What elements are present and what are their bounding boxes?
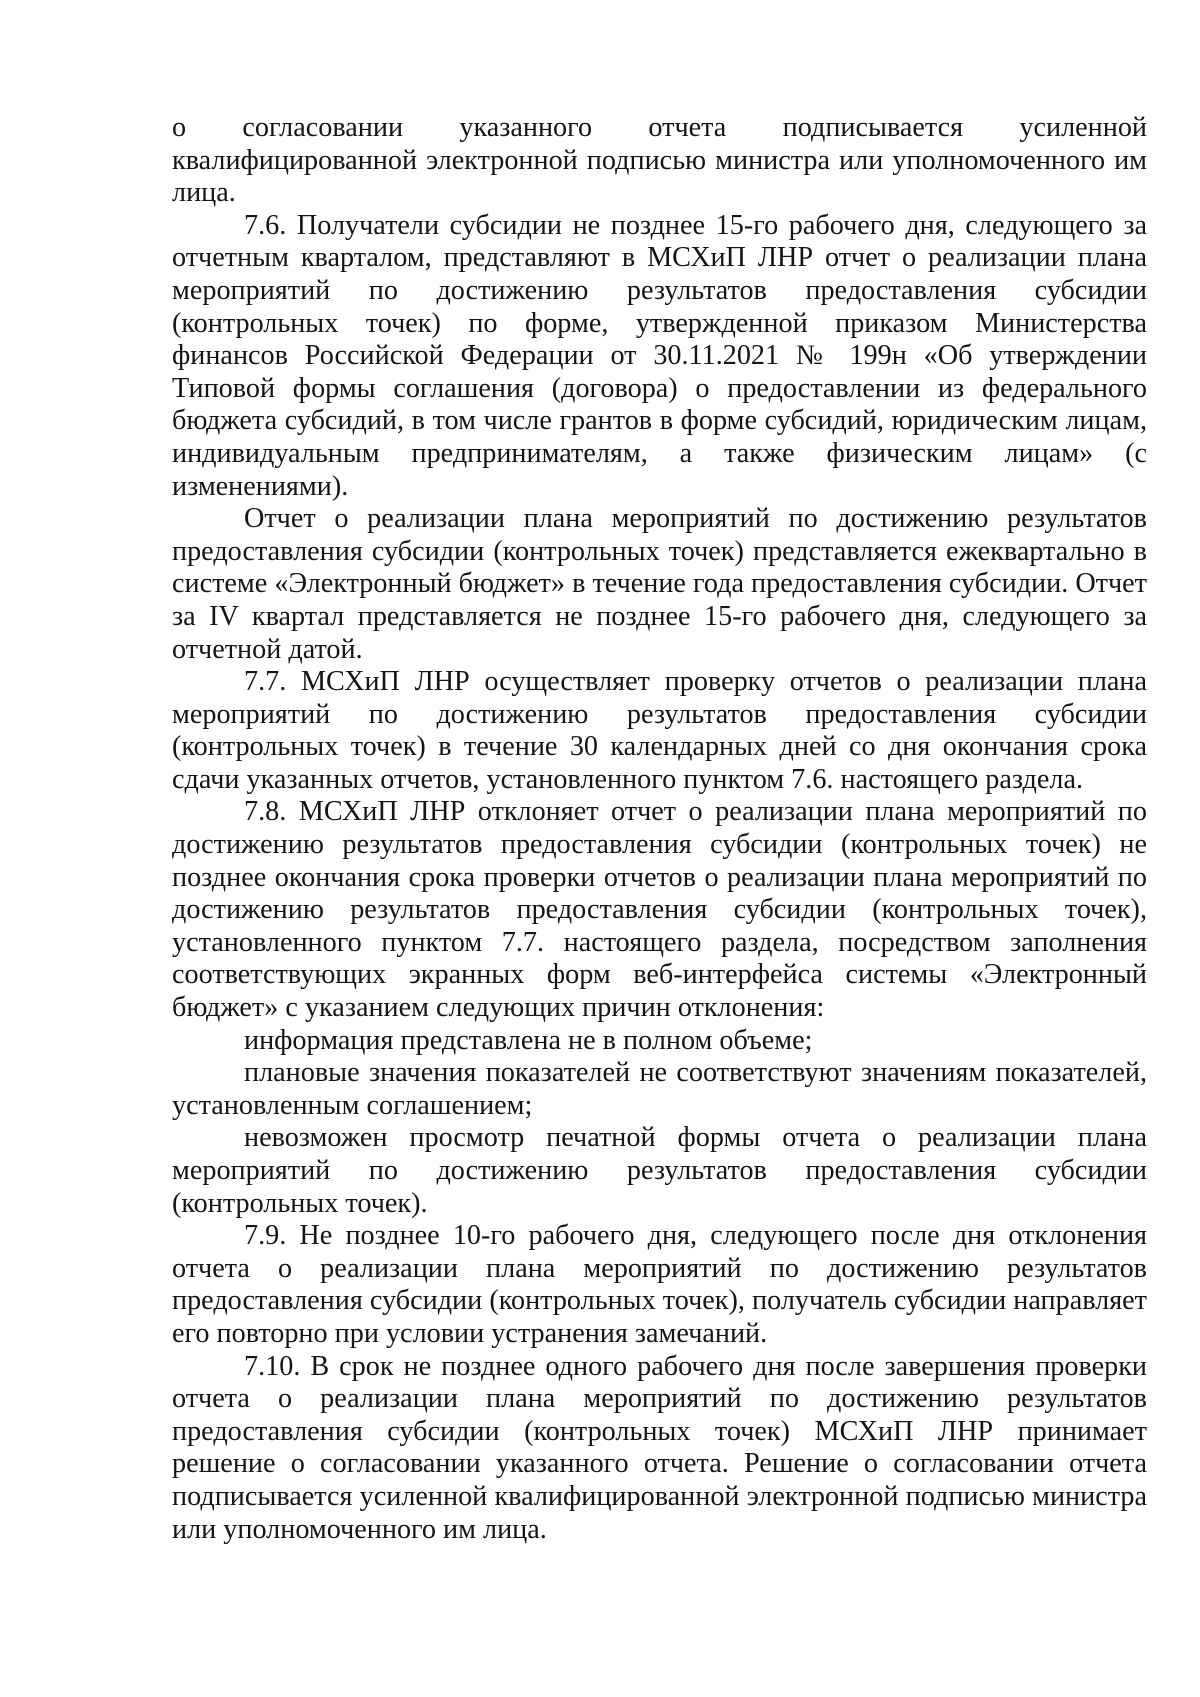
paragraph-7-8: 7.8. МСХиП ЛНР отклоняет отчет о реализации плана мероприятий по достижению результатов предоставления субсидии (контрольных точек) не позднее окончания срока проверки отчетов о реализации плана мероприятий по достижению результатов предоставления субсидии (контрольных точек), установленного пунктом 7.7. настоящего раздела, посредством заполнения соответствующих экранных форм веб-интерфейса системы «Электронный бюджет» с указанием следующих причин отклонения: (172, 796, 1147, 1024)
paragraph-7-10: 7.10. В срок не позднее одного рабочего дня после завершения проверки отчета о реализации плана мероприятий по достижению результатов предоставления субсидии (контрольных точек) МСХиП ЛНР принимает решение о согласовании указанного отчета. Решение о согласовании отчета подписывается усиленной квалифицированной электронной подписью министра или уполномоченного им лица. (172, 1350, 1147, 1545)
rejection-reason-2: плановые значения показателей не соответствуют значениям показателей, установленным соглашением; (172, 1057, 1147, 1121)
rejection-reason-3: невозможен просмотр печатной формы отчета о реализации плана мероприятий по достижению результатов предоставления субсидии (контрольных точек). (172, 1122, 1147, 1219)
rejection-reason-1: информация представлена не в полном объеме; (244, 1024, 813, 1056)
paragraph-continuation: о согласовании указанного отчета подписывается усиленной квалифицированной электронной подписью министра или уполномоченного им лица. (172, 112, 1147, 209)
paragraph-7-6: 7.6. Получатели субсидии не позднее 15-го рабочего дня, следующего за отчетным кварталом, представляют в МСХиП ЛНР отчет о реализации плана мероприятий по достижению результатов предоставления субсидии (контрольных точек) по форме, утвержденной приказом Министерства финансов Российской Федерации от 30.11.2021 № 199н «Об утверждении Типовой формы соглашения (договора) о предоставлении из федерального бюджета субсидий, в том числе грантов в форме субсидий, юридическим лицам, индивидуальным предпринимателям, а также физическим лицам» (с изменениями). (172, 209, 1147, 502)
paragraph-7-9: 7.9. Не позднее 10-го рабочего дня, следующего после дня отклонения отчета о реализации плана мероприятий по достижению результатов предоставления субсидии (контрольных точек), получатель субсидии направляет его повторно при условии устранения замечаний. (172, 1220, 1147, 1349)
paragraph-7-7: 7.7. МСХиП ЛНР осуществляет проверку отчетов о реализации плана мероприятий по достижению результатов предоставления субсидии (контрольных точек) в течение 30 календарных дней со дня окончания срока сдачи указанных отчетов, установленного пунктом 7.6. настоящего раздела. (172, 666, 1147, 795)
document-page (172, 112, 1147, 1546)
paragraph-report-submission: Отчет о реализации плана мероприятий по достижению результатов предоставления субсидии (контрольных точек) представляется ежеквартально в системе «Электронный бюджет» в течение года предоставления субсидии. Отчет за IV квартал представляется не позднее 15-го рабочего дня, следующего за отчетной датой. (172, 503, 1147, 665)
